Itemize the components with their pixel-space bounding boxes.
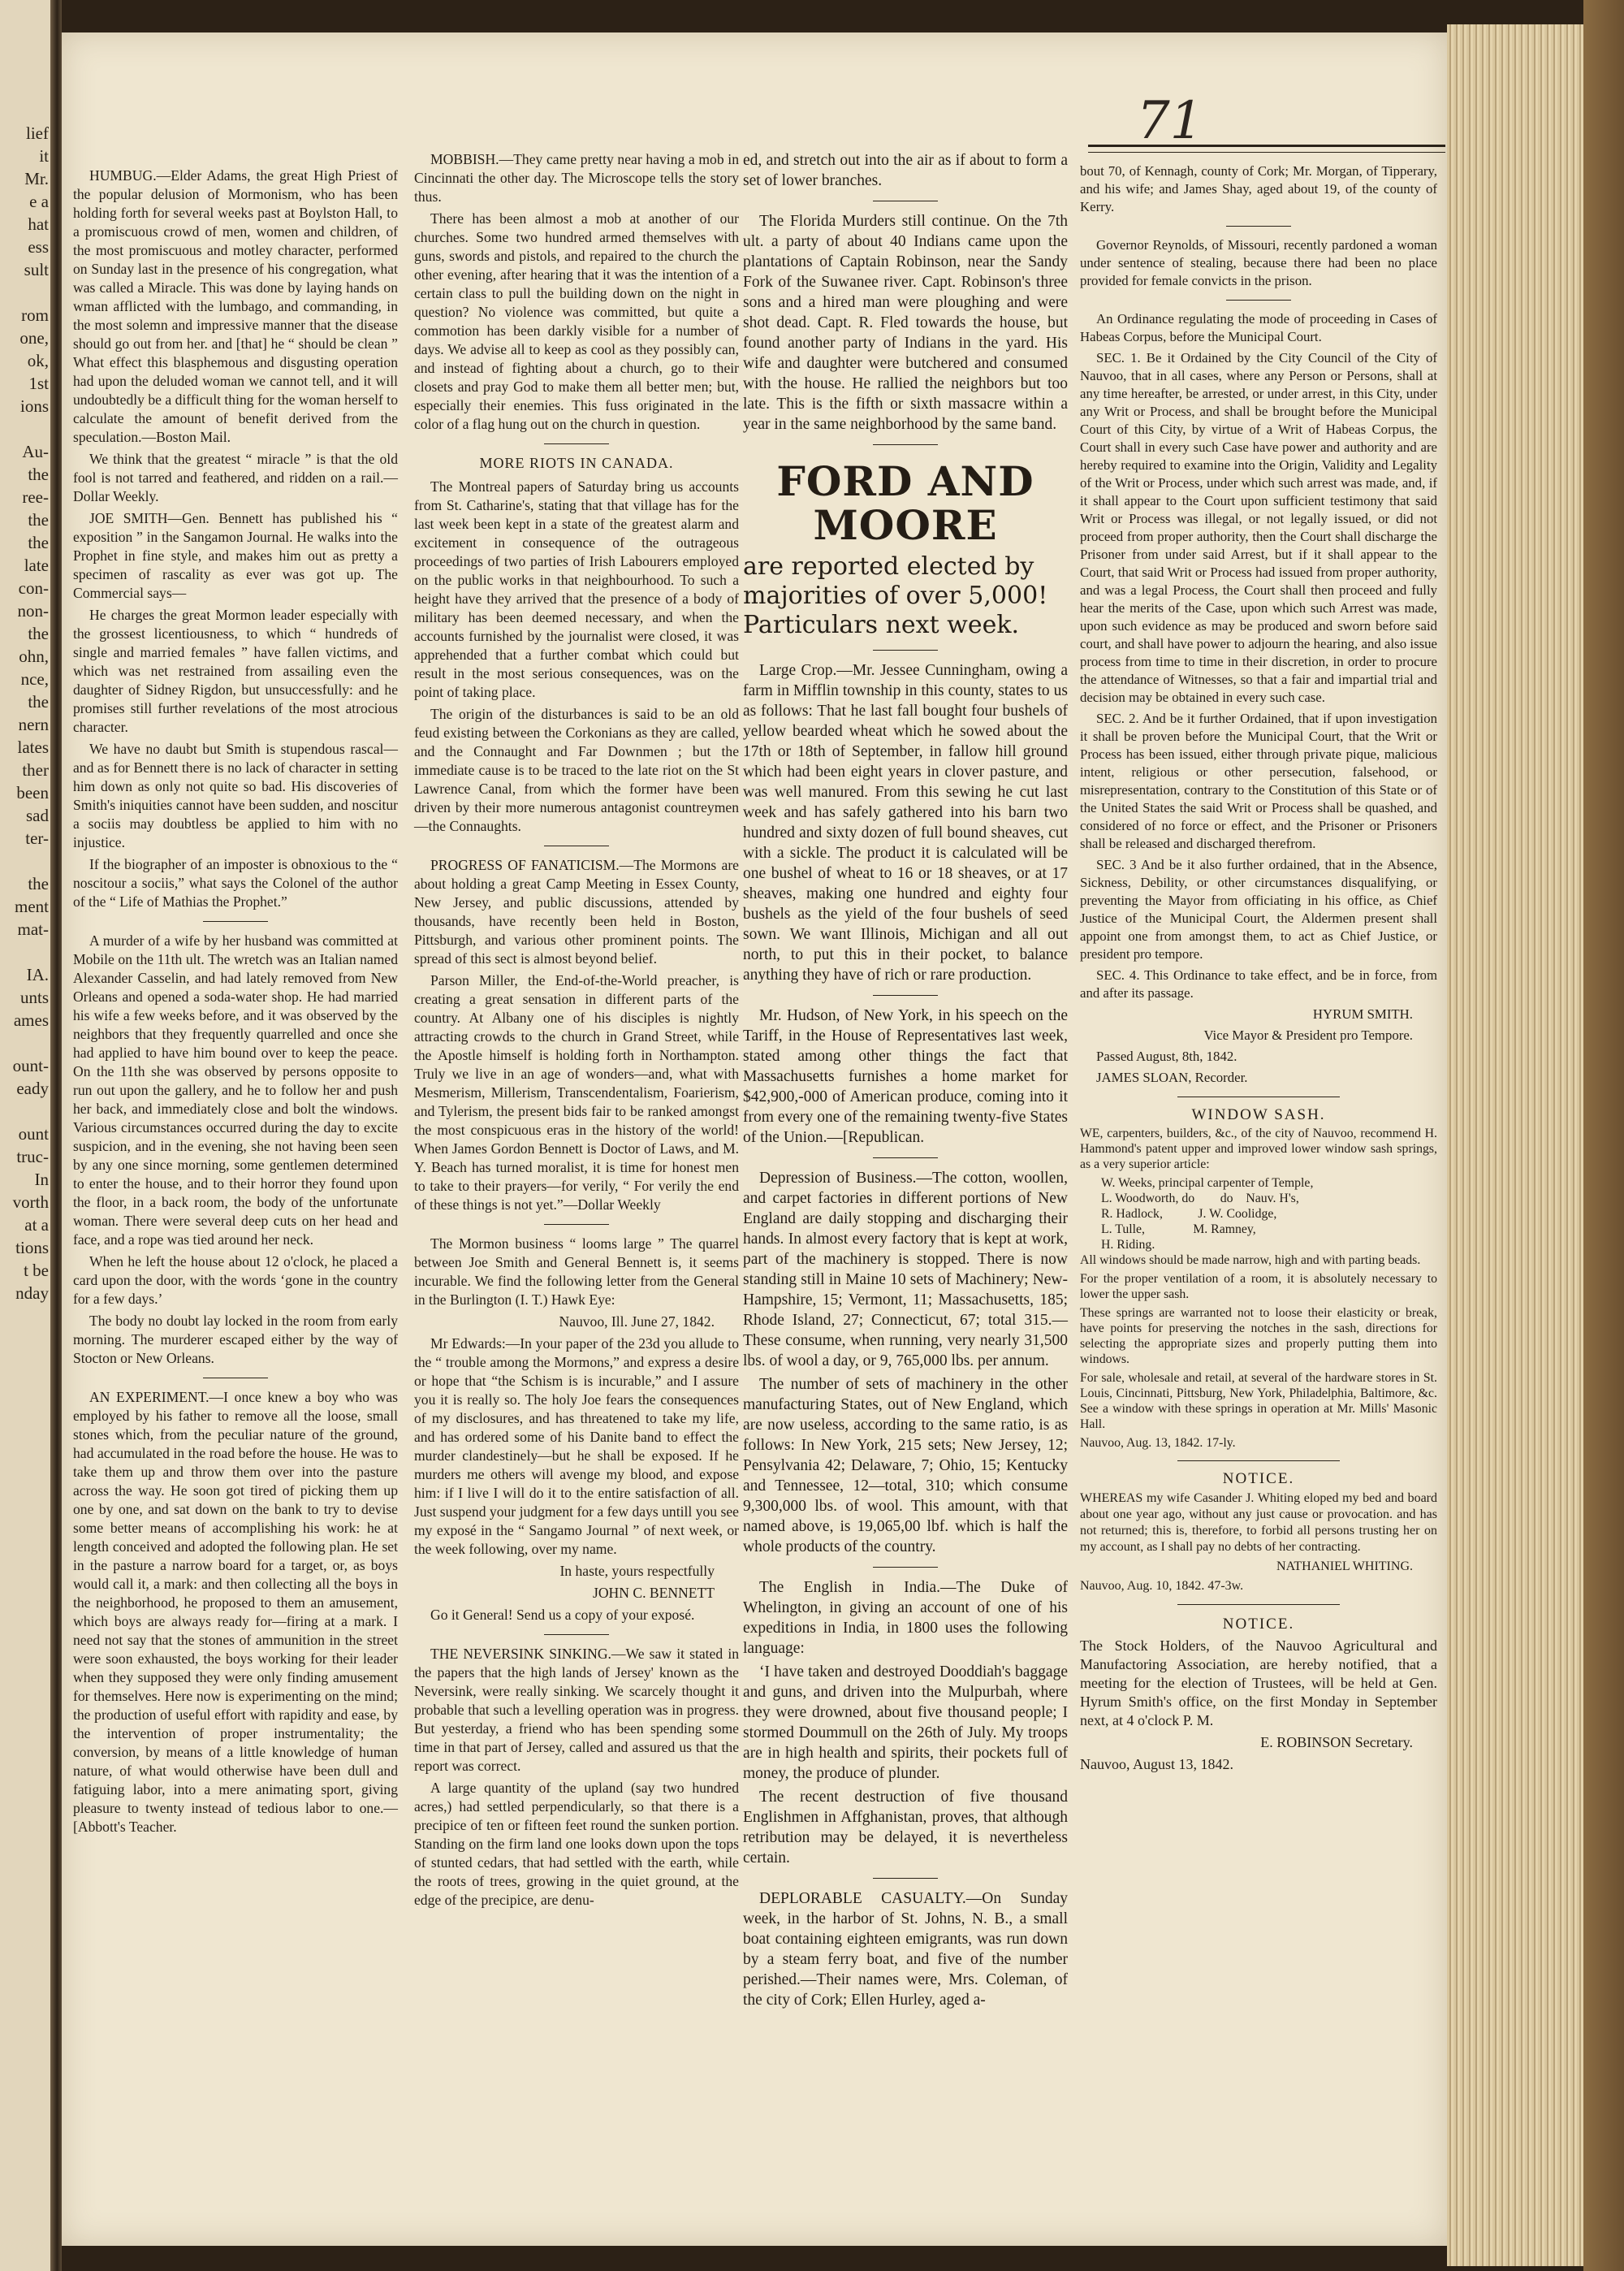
left-page-fragment: unts bbox=[19, 988, 49, 1007]
notice-signature: E. ROBINSON Secretary. bbox=[1260, 1734, 1413, 1750]
separator bbox=[873, 1567, 938, 1568]
article-governor-reynolds: Governor Reynolds, of Missouri, recently pardoned a woman under sentence of stealing, because there had been no place provided for female convicts in the prison. bbox=[1080, 237, 1437, 288]
separator bbox=[1177, 1460, 1340, 1461]
left-page-fragment: ohn, bbox=[19, 647, 49, 666]
column-4 bbox=[1080, 162, 1437, 1777]
ad-paragraph: For the proper ventilation of a room, it is absolutely necessary to lower the upper sash. bbox=[1080, 1272, 1437, 1301]
article-paragraph: The Montreal papers of Saturday bring us accounts from St. Catharine's, stating that that village has for the last week been kept in a state of the greatest alarm and excitement in consequence of the outrageous proceedings of two parties of Irish Labourers employed on the public works in that neighbourhood. To such a height have they arrived that the presence of a body of military has been deemed necessary, and when the accounts furnished by the journalist were closed, it was apprehended that a further combat which could but result in the most serious consequences, was on the point of taking place. bbox=[414, 478, 739, 700]
article-paragraph: He charges the great Mormon leader especially with the grossest licentiousness, to which “ hundreds of single and married females ” have fallen victims, and which was net restrained from assailing even the daughter of Sidney Rigdon, but unsuccessfully: and he promises still further revelations of the most atrocious character. bbox=[73, 607, 398, 735]
left-page-fragment: the bbox=[28, 874, 49, 893]
letter-dateline: Nauvoo, Ill. June 27, 1842. bbox=[559, 1313, 715, 1330]
left-page-fragment bbox=[0, 850, 49, 872]
separator bbox=[1226, 300, 1291, 301]
article-hudson-tariff: Mr. Hudson, of New York, in his speech on the Tariff, in the House of Representatives last week, stated among other things the fact that Massachusetts furnishes a home market for $42,900,-000 of American produce, coming into it from every one of the remaining twenty-five States of the Union.—[Republican. bbox=[743, 1007, 1068, 1146]
article-english-india: The English in India.—The Duke of Whelington, in giving an account of one of his expeditions in India, in 1800 uses the following language: bbox=[743, 1579, 1068, 1657]
notice-date: Nauvoo, August 13, 1842. bbox=[1080, 1756, 1233, 1772]
left-page-fragment: at a bbox=[24, 1215, 49, 1235]
ad-heading: WINDOW SASH. bbox=[1191, 1106, 1326, 1123]
separator bbox=[544, 1634, 609, 1635]
left-page-fragment: eady bbox=[16, 1079, 49, 1098]
headline-ford-and-moore: FORD AND MOORE bbox=[776, 457, 1034, 549]
article-joe-smith: JOE SMITH—Gen. Bennett has published his “ exposition ” in the Sangamon Journal. He walks into the Prophet in fine style, and makes him out as pretty a specimen of rascality as ever was got up. The Commercial says— bbox=[73, 510, 398, 601]
left-page-fragment bbox=[0, 417, 49, 440]
notice-date: Nauvoo, Aug. 10, 1842. 47-3w. bbox=[1080, 1579, 1244, 1593]
notice-stockholders bbox=[1080, 1615, 1437, 1774]
separator bbox=[1177, 1604, 1340, 1605]
left-page-fragment: Mr. bbox=[24, 169, 49, 188]
letter-body: Mr Edwards:—In your paper of the 23d you allude to the “ trouble among the Mormons,” and express a desire or hope that “the Schism is is incurable,” and I assure you it is really so. The holy Joe fears the consequences of my disclosures, and has threatened to take my life, and has ordered some of his Danite band to effect the murder clandestinely—but he shall be exposed. If he murders me others will avenge my blood, and expose him: if I live I will do it to the entire satisfaction of all. Just suspend your judgment for a few days untill you see my exposé in the “ Sangamo Journal ” of next week, or the week following, over my name. bbox=[414, 1335, 739, 1557]
left-page-fragment: nce, bbox=[20, 669, 49, 689]
article-paragraph: The origin of the disturbances is said to be an old feud existing between the Corkonians as they are called, and the Connaught and Far Downmen ; but the immediate cause is to be traced to the late riot on the St Lawrence Canal, from which the former have been driven by their more numerous antagonist countreymen—the Connaughts. bbox=[414, 706, 739, 834]
left-page-fragment: nern bbox=[18, 715, 49, 734]
separator bbox=[1226, 226, 1291, 227]
article-florida-murders: The Florida Murders still continue. On the 7th ult. a party of about 40 Indians came upon the plantations of Captain Robinson, near the Sandy Fork of the Suwanee river. Capt. Robinson's three sons and a hired man were ploughing and were shot dead. Capt. R. Fled towards the house, but found another party of Indians in the yard. His wife and daughter were butchered and consumed with the house. He rallied the neighbors but too late. This is the fifth or sixth massacre within a year in the same neighborhood by the same band. bbox=[743, 213, 1068, 433]
separator bbox=[873, 995, 938, 996]
left-page-fragment: nday bbox=[15, 1283, 49, 1303]
headline-ford-subtitle: are reported elected by majorities of over 5,000! Particulars next week. bbox=[743, 552, 1048, 639]
article-depression-business: Depression of Business.—The cotton, woollen, and carpet factories in different portions of New England are daily stopping and discharging their hands. In almost every factory that is kept at work, part of the machinery is stopped. There is now standing still in Maine 10 sets of Machinery; New-Hampshire, 15; Vermont, 11; Massachusetts, 185; Rhode Island, 27; Connecticut, 67; total 315.—These consume, when running, very nearly 31,500 lbs. of wool a day, or 9, 765,000 lbs. per annum. bbox=[743, 1170, 1068, 1369]
left-page-fragment: IA. bbox=[26, 965, 49, 984]
left-page-fragment: truc- bbox=[16, 1147, 49, 1166]
article-humbug: HUMBUG.—Elder Adams, the great High Priest of the popular delusion of Mormonism, who has been holding forth for several weeks past at Boylston Hall, to a promiscuous crowd of men, women and children, of the most promiscuous and motley character, performed on Sunday last in the presence of his congregation, what was called a Miracle. This was done by laying hands on wman afflicted with the lumbago, and commanding, in the most solemn and impressive manner that the disease should go out from her. and [that] he “ should be clean ” What effect this blasphemous and disgusting operation had upon the deluded woman we cannot tell, and it will undoubtedly be a difficult thing for the woman herself to calculate the amount of benefit derived from the speculation.—Boston Mail. bbox=[73, 167, 398, 445]
left-page-fragment: the bbox=[28, 624, 49, 643]
article-paragraph: We think that the greatest “ miracle ” is that the old fool is not tarred and feathered, and ridden on a rail.—Dollar Weekly. bbox=[73, 451, 398, 504]
article-paragraph: The recent destruction of five thousand Englishmen in Affghanistan, proves, that although retribution may be delayed, it is nevertheless certain. bbox=[743, 1789, 1068, 1867]
left-page-fragment: the bbox=[28, 465, 49, 484]
left-page-fragment: ok, bbox=[27, 351, 49, 370]
left-page-fragment: sult bbox=[24, 260, 49, 279]
article-experiment: AN EXPERIMENT.—I once knew a boy who was employed by his father to remove all the loose, small stones which, from the peculiar nature of the ground, had accumulated in the road before the house. He was to take them up and throw them over into the pasture across the way. He soon got tired of picking them up one by one, and sat down on the bank to try to devise some better means of accomplishing his work: he at length conceived and adopted the following plan. He set in the pasture a narrow board for a target, or, as boys would call it, a mark: and then collecting all the boys in the neighborhood, he proposed to them an amusement, which boys are always ready for—firing at a mark. I need not say that the stones of ammunition in the street were soon exhausted, the boys working for their leader when they supposed they were only finding amusement for themselves. Here now is experimenting on the mind; the production of useful effort with rapidity and ease, by the intervention of proper instrumentality; the conversion, by means of a little knowledge of human nature, of what would otherwise have been dull and fatiguing labor, into a mere animating sport, giving pleasure to twenty instead of tedious labor to one.—[Abbott's Teacher. bbox=[73, 1389, 398, 1835]
article-mobbish: MOBBISH.—They came pretty near having a mob in Cincinnati the other day. The Microscope tells the story thus. bbox=[414, 151, 739, 205]
article-paragraph: Go it General! Send us a copy of your exposé. bbox=[430, 1607, 695, 1623]
left-page-fragment: ions bbox=[19, 396, 49, 416]
left-page-fragment: e a bbox=[29, 192, 49, 211]
article-paragraph: The number of sets of machinery in the other manufacturing States, out of New England, which are now useless, according to the same ratio, is as follows: In New York, 215 sets; New Jersey, 12; Pensylvania 42; Delaware, 7; Ohio, 15; Kentucky and Tennessee, 12—total, 310; which consume 9,300,000 lbs. of wool. This amount, with that named above, is 19,065,00 lbf. which is half the whole products of the country. bbox=[743, 1376, 1068, 1555]
headline-riots-canada: MORE RIOTS IN CANADA. bbox=[479, 455, 674, 471]
notice-heading: NOTICE. bbox=[1222, 1616, 1295, 1633]
left-page-fragment: ames bbox=[13, 1010, 49, 1030]
article-paragraph: If the biographer of an imposter is obnoxious to the “ noscitour a sociis,” what says the Colonel of the author of the “ Life of Mathias the Prophet.” bbox=[73, 856, 398, 910]
left-page-fragment: ount- bbox=[12, 1056, 49, 1075]
article-paragraph: Parson Miller, the End-of-the-World preacher, is creating a great sensation in different parts of the country. At Albany one of his disciples is nightly attracting crowds to the church in Grand Street, while the Apostle himself is holding forth in Northampton. Truly we live in an age of wonders—and, what with Mesmerism, Millerism, Transcendentalism, Foarierism, and Tylerism, the present bids fair to be ranked amongst the most conspicuous eras in the history of the world! When James Gordon Bennett is Doctor of Laws, and M. Y. Beach has turned moralist, it is time for honest men to take to their prayers—for verily, “ For verily the end of these things is not yet.”—Dollar Weekly bbox=[414, 972, 739, 1213]
article-mormon-business: The Mormon business “ looms large ” The quarrel between Joe Smith and General Bennett is, it seems incurable. We find the following letter from the General in the Burlington (I. T.) Hawk Eye: bbox=[414, 1235, 739, 1308]
left-page-fragment: ther bbox=[22, 760, 49, 780]
left-page-fragment: t be bbox=[24, 1261, 49, 1280]
article-paragraph: We have no daubt but Smith is stupendous rascal—and as for Bennett there is no lack of character in setting him down as only not quite so bad. His discoveries of Smith's iniquities cannot have been sudden, and noscitur a sociis may doubtless be applied to him with no injustice. bbox=[73, 741, 398, 850]
column-1 bbox=[73, 167, 398, 1840]
left-page-fragments bbox=[0, 122, 49, 1304]
article-continued: bout 70, of Kennagh, county of Cork; Mr. Morgan, of Tipperary, and his wife; and James Shay, aged about 19, of the county of Kerry. bbox=[1080, 163, 1437, 214]
article-quote: ‘I have taken and destroyed Dooddiah's baggage and guns, and driven into the Mulpurbah, where they were drowned, about five thousand people; I stormed Doummull on the 26th of July. My troops are in high health and spirits, their pockets full of money, the produce of plunder. bbox=[743, 1663, 1068, 1782]
ad-name-entry: L. Tulle, M. Ramney, bbox=[1101, 1222, 1256, 1236]
article-paragraph: When he left the house about 12 o'clock, he placed a card upon the door, with the words ‘gone in the country for a few days.’ bbox=[73, 1253, 398, 1307]
left-page-fragment: lates bbox=[17, 738, 49, 757]
letter-signature: JOHN C. BENNETT bbox=[592, 1585, 715, 1601]
letter-close: In haste, yours respectfully bbox=[559, 1563, 715, 1579]
ad-names-list bbox=[1080, 1175, 1437, 1252]
left-page-fragment bbox=[0, 941, 49, 963]
ordinance-section-2: SEC. 2. And be it further Ordained, that if upon investigation it shall be proven before the Municipal Court, that the Writ or Process has been issued, either through private pique, malicious intent, religious or other persecution, falsehood, or misrepresentation, contrary to the Constitution of this State or of the United States the said Writ or Process shall be quashed, and considered of no force or effect, and the Prisoner or Prisoners shall be released and discharged therefrom. bbox=[1080, 711, 1437, 851]
notice-signature: NATHANIEL WHITING. bbox=[1276, 1559, 1413, 1573]
notice-whiting bbox=[1080, 1471, 1437, 1594]
left-page-fragment: hat bbox=[28, 214, 49, 234]
left-page-fragment: ment bbox=[15, 897, 49, 916]
column-2 bbox=[414, 150, 739, 1913]
ad-paragraph: For sale, wholesale and retail, at several of the hardware stores in St. Louis, Cincinnati, Pittsburg, New York, Philadelphia, Baltimore, &c. See a window with these springs in operation at Mr. Mills' Masonic Hall. bbox=[1080, 1371, 1437, 1431]
left-page-fragment bbox=[0, 281, 49, 304]
ad-window-sash bbox=[1080, 1107, 1437, 1451]
ad-name-entry: L. Woodworth, do do Nauv. H's, bbox=[1101, 1192, 1299, 1205]
notice-body: The Stock Holders, of the Nauvoo Agricultural and Manufactoring Association, are hereby notified, that a meeting for the election of Trustees, will be held at Gen. Hyrum Smith's office, on the first Monday in September next, at 4 o'clock P. M. bbox=[1080, 1637, 1437, 1728]
article-paragraph: There has been almost a mob at another of our churches. Some two hundred armed themselves with guns, swords and pistols, and repaired to the church the other evening, after hearing that it was the intention of a certain class to pull the building down on the night in question? No violence was committed, but quite a commotion has been darkly visible for a number of days. We advise all to keep as cool as they possibly can, and instead of fighting about a church, go to their closets and pray God to make them all better men; but, especially their enemies. This fuss originated in the color of a flag hung out on the church in question. bbox=[414, 210, 739, 432]
column-3 bbox=[743, 150, 1068, 2014]
ordinance-signature-title: Vice Mayor & President pro Tempore. bbox=[1203, 1027, 1413, 1043]
article-large-crop: Large Crop.—Mr. Jessee Cunningham, owing a farm in Mifflin township in this county, states to us as follows: That he last fall bought four bushels of yellow bearded wheat which he sowed about the 17th or 18th of September, in fallow hill ground which had been eight years in clover pasture, and was well manured. From this sewing he cut last week and has safely gathered into his barn two hundred and sixty dozen of full bound sheaves, cut with a sickle. The product it is calculated will be one bushel of wheat to 16 or 18 sheaves, or at 17 sheaves, making one hundred and eighty four bushels as the yield of the four bushels of seed sown. We want Illinois, Michigan and all out north, to put this in their pocket, to balance anything they have of rich or rare production. bbox=[743, 662, 1068, 984]
separator bbox=[873, 444, 938, 445]
ordinance-recorder: JAMES SLOAN, Recorder. bbox=[1096, 1070, 1248, 1085]
left-page-fragment: been bbox=[16, 783, 49, 802]
ordinance-section-1: SEC. 1. Be it Ordained by the City Council of the City of Nauvoo, that in all cases, where any Person or Persons, shall at any time hereafter, be arrested, or under arrest, in this City, under any Writ or Process, and shall be brought before the Municipal Court of this City, by virtue of a Writ of Habeas Corpus, the Court shall in every such Case have power and authority and are hereby required to examine into the Origin, Validity and Legality of the Writ or Process, under which such arrest was made, and, if it shall appear to the Court upon sufficient testimony that said Writ or Process was illegal, or not legally issued, or did not proceed from proper authority, then the Court shall discharge the Prisoner from under said Arrest, but if it shall appear to the Court, that said Writ or Process had issued from proper authority, and was a legal Process, the Court shall then proceed and fully hear the merits of the Case, upon which such Arrest was made, upon such evidence as may be produced and sworn before said court, and shall have power to adjourn the hearing, and also issue process from time to time in their discretion, in order to procure the attendance of Witnesses, so that a fair and impartial trial and decision may be obtained in every such case. bbox=[1080, 350, 1437, 705]
article-murder: A murder of a wife by her husband was committed at Mobile on the 11th ult. The wretch was an Italian named Alexander Casselin, and had lately removed from New Orleans and opened a soda-water shop. He had married his wife a few weeks before, and it was observed by the neighbors that they frequently quarrelled and once she had applied to have him bound over to keep the peace. On the 11th she was observed by persons opposite to run out upon the gallery, and he to follow her and push her back, and immediately close and bolt the windows. Various circumstances occurred during the day to excite suspicion, and in the evening, she not having been seen by any one since morning, some gentlemen determined to enter the house, and to their horror they found upon the floor, in a back room, the body of the unfortunate woman. There were several deep cuts on her head and face, and a rope was tied around her neck. bbox=[73, 932, 398, 1248]
left-page-fragment: non- bbox=[17, 601, 49, 621]
left-page-fragment bbox=[0, 1032, 49, 1054]
article-paragraph: The body no doubt lay locked in the room from early morning. The murderer escaped either by the way of Stocton or New Orleans. bbox=[73, 1313, 398, 1366]
separator bbox=[544, 1224, 609, 1225]
ordinance-section-4: SEC. 4. This Ordinance to take effect, and be in force, from and after its passage. bbox=[1080, 967, 1437, 1001]
separator bbox=[873, 1157, 938, 1158]
article-neversink: THE NEVERSINK SINKING.—We saw it stated in the papers that the high lands of Jersey' known as the Neversink, were really sinking. We scarcely thought it probable that such a levelling operation was in progress. But yesterday, a friend who has been spending some time in that part of Jersey, called and assured us that the report was correct. bbox=[414, 1646, 739, 1774]
left-page-fragment: vorth bbox=[12, 1192, 49, 1212]
left-page-fragment: the bbox=[28, 692, 49, 712]
separator bbox=[203, 921, 268, 922]
article-fanaticism: PROGRESS OF FANATICISM.—The Mormons are about holding a great Camp Meeting in Essex County, New Jersey, and public discussions, attended by thousands, have recently been held in Boston, Pittsburgh, and various other prominent points. The spread of this sect is almost beyond belief. bbox=[414, 857, 739, 967]
ad-paragraph: All windows should be made narrow, high and with parting beads. bbox=[1080, 1253, 1421, 1267]
left-page-fragment: ount bbox=[18, 1124, 49, 1144]
left-page-fragment: 1st bbox=[28, 374, 49, 393]
left-page-fragment: rom bbox=[21, 305, 49, 325]
book-gutter bbox=[50, 0, 62, 2271]
left-page-fragment: sad bbox=[26, 806, 49, 825]
left-page-fragment: ess bbox=[28, 237, 49, 257]
article-continued: ed, and stretch out into the air as if about to form a set of lower branches. bbox=[743, 152, 1068, 189]
book-binding bbox=[1583, 0, 1624, 2271]
left-page-fragment: the bbox=[28, 533, 49, 552]
ad-paragraph: These springs are warranted not to loose their elasticity or break, have points for preserving the notches in the sash, directions for selecting the appropriate sizes and properly putting them into windows. bbox=[1080, 1306, 1437, 1366]
left-page-fragment: con- bbox=[18, 578, 49, 598]
left-page-fragment: it bbox=[39, 146, 49, 166]
left-page-fragment bbox=[0, 1100, 49, 1123]
separator bbox=[544, 443, 609, 444]
left-page-fragment: ree- bbox=[22, 487, 49, 507]
top-rule bbox=[1088, 145, 1445, 153]
left-page-fragment: mat- bbox=[17, 919, 49, 939]
ordinance-title: An Ordinance regulating the mode of proceeding in Cases of Habeas Corpus, before the Municipal Court. bbox=[1080, 311, 1437, 344]
left-page-fragment: one, bbox=[19, 328, 49, 348]
separator bbox=[873, 650, 938, 651]
ad-date: Nauvoo, Aug. 13, 1842. 17-ly. bbox=[1080, 1436, 1236, 1450]
ordinance-section-3: SEC. 3 And be it also further ordained, that in the Absence, Sickness, Debility, or other circumstances disqualifying, or preventing the Mayor from officiating in his office, as Chief Justice of the Municipal Court, the Aldermen present shall appoint one from amongst them, to act as Chief Justice, or president pro tempore. bbox=[1080, 857, 1437, 962]
ad-name-entry: R. Hadlock, J. W. Coolidge, bbox=[1101, 1207, 1277, 1221]
notice-heading: NOTICE. bbox=[1222, 1470, 1295, 1487]
ad-name-entry: W. Weeks, principal carpenter of Temple, bbox=[1101, 1176, 1314, 1190]
left-page-fragment: lief bbox=[26, 123, 49, 143]
left-page-fragment: late bbox=[24, 556, 49, 575]
left-page-fragment: In bbox=[34, 1170, 49, 1189]
notice-body: WHEREAS my wife Casander J. Whiting eloped my bed and board about one year ago, without any just cause or provocation. and has not returned; this is, therefore, to forbid all persons trusting her on my account, as I shall pay no debts of her contracting. bbox=[1080, 1491, 1437, 1554]
ordinance-passed: Passed August, 8th, 1842. bbox=[1096, 1049, 1237, 1064]
article-deplorable-casualty: DEPLORABLE CASUALTY.—On Sunday week, in the harbor of St. Johns, N. B., a small boat containing eighteen emigrants, was run down by a steam ferry boat, and five of the number perished.—Their names were, Mrs. Coleman, of the city of Cork; Ellen Hurley, aged a- bbox=[743, 1890, 1068, 2009]
left-page-fragment: Au- bbox=[22, 442, 49, 461]
separator bbox=[873, 1878, 938, 1879]
article-paragraph: A large quantity of the upland (say two hundred acres,) had settled perpendicularly, so that there is a precipice of ten or fifteen feet round the sunken portion. Standing on the firm land one looks down upon the tops of stunted cedars, that had settled with the earth, while the roots of trees, growing in the quiet ground, at the edge of the precipice, are denu- bbox=[414, 1780, 739, 1908]
ad-name-entry: H. Riding. bbox=[1101, 1238, 1155, 1252]
left-page-fragment: ter- bbox=[25, 828, 49, 848]
ordinance-signature: HYRUM SMITH. bbox=[1312, 1006, 1413, 1022]
left-page-fragment: the bbox=[28, 510, 49, 530]
left-page-edge bbox=[0, 0, 50, 2271]
page-folio: 71 bbox=[1137, 91, 1203, 151]
ad-paragraph: WE, carpenters, builders, &c., of the city of Nauvoo, recommend H. Hammond's patent upper and improved lower window sash springs, as a very superior article: bbox=[1080, 1127, 1437, 1171]
left-page-fragment: tions bbox=[15, 1238, 49, 1257]
